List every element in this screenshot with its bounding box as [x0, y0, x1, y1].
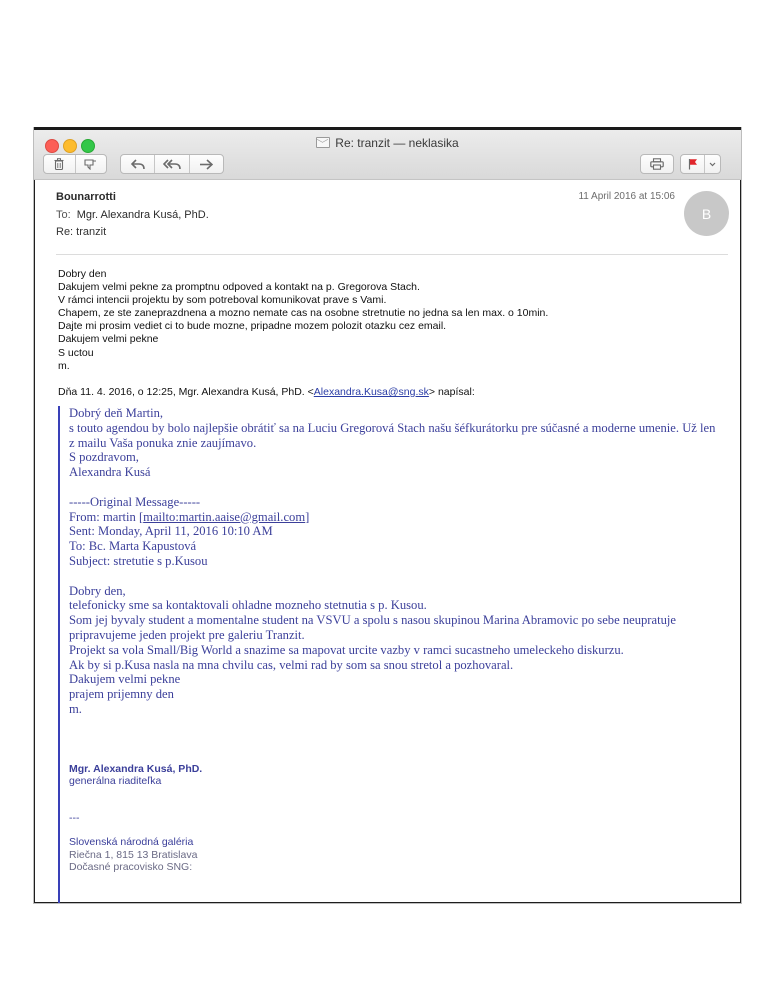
reply-all-icon [163, 159, 181, 170]
reply-group [120, 154, 224, 174]
delete-junk-group [43, 154, 107, 174]
print-group [640, 154, 674, 174]
recipient-line [56, 209, 209, 221]
window-title [34, 136, 741, 150]
original-line: prajem prijemny den [69, 687, 174, 702]
original-from-link[interactable]: mailto:martin.aaise@gmail.com [143, 509, 306, 524]
junk-button[interactable] [76, 155, 107, 173]
original-subject-line: Subject: stretutie s p.Kusou [69, 553, 208, 568]
original-line: telefonicky sme sa kontaktovali ohladne mozneho stetnutia s p. Kusou. [69, 598, 427, 613]
recipient-name[interactable]: Mgr. Alexandra Kusá, PhD. [76, 209, 209, 221]
body-line: V rámci intencii projektu by som potreboval komunikovat prave s Vami. [58, 294, 387, 307]
reply-button[interactable] [121, 155, 155, 173]
trash-icon [54, 158, 64, 170]
quote-line: S pozdravom, [69, 450, 139, 465]
body-line: S uctou [58, 346, 94, 359]
flag-group [680, 154, 721, 174]
message-header [34, 180, 741, 262]
body-line: Chapem, ze ste zaneprazdnena a mozno nemate cas na osobne stretnutie no jedna sa len max. o 10min. [58, 307, 549, 320]
signature-name: Mgr. Alexandra Kusá, PhD. [69, 762, 203, 775]
to-label: To: [56, 209, 71, 221]
avatar: B [684, 191, 729, 236]
original-line: Dobry den, [69, 583, 126, 598]
header-divider [56, 254, 728, 255]
quote-attribution [58, 386, 475, 398]
signature-dashes: --- [69, 811, 80, 824]
quote-attribution-suffix: > napísal: [428, 386, 475, 398]
message-date: 11 April 2016 at 15:06 [578, 191, 675, 202]
quote-line: s touto agendou by bolo najlepšie obrátiť sa na Luciu Gregorová Stach našu šéfkurátorku pre súčasné a moderne umenie. Už len z mailu Vaša ponuka znie zaujímavo. [69, 420, 716, 450]
sender-name: Bounarrotti [56, 191, 116, 203]
print-button[interactable] [641, 155, 673, 173]
envelope-icon [316, 137, 330, 148]
trash-button[interactable] [44, 155, 76, 173]
quote-line: Dobrý deň Martin, [69, 406, 164, 420]
original-sent-line: Sent: Monday, April 11, 2016 10:10 AM [69, 524, 273, 539]
flag-icon [688, 158, 698, 170]
body-line: Dakujem velmi pekne za promptnu odpoved a kontakt na p. Gregorova Stach. [58, 281, 420, 294]
original-line: Projekt sa vola Small/Big World a snazime sa mapovat urcite vazby v ramci sucastneho umeleckeho diskurzu. [69, 642, 624, 657]
signature-address: Dočasné pracovisko SNG: [69, 861, 193, 874]
flag-button[interactable] [681, 155, 705, 173]
title-bar [34, 127, 741, 180]
original-from-suffix: ] [305, 509, 310, 524]
body-line: Dajte mi prosim vediet ci to bude mozne, pripadne mozem polozit otazku cez email. [58, 320, 447, 333]
original-from-line [69, 510, 718, 525]
original-line: Som jej byvaly student a momentalne student na VSVU a spolu s nasou skupinou Marina Abramovic po sebe neupratuje pripravujeme jeden projekt pre galeriu Tranzit. [69, 613, 676, 642]
original-line: Dakujem velmi pekne [69, 672, 181, 687]
signature-address: Riečna 1, 815 13 Bratislava [69, 848, 198, 861]
print-icon [650, 158, 664, 170]
original-line: Ak by si p.Kusa nasla na mna chvilu cas, velmi rad by som sa snou stretol a pozhovaral. [69, 657, 514, 672]
flag-menu-button[interactable] [705, 155, 720, 173]
forward-icon [199, 159, 213, 170]
quoted-message [58, 406, 718, 904]
signature-title: generálna riaditeľka [69, 775, 162, 788]
mail-window [33, 127, 742, 904]
original-to-line: To: Bc. Marta Kapustová [69, 539, 197, 554]
junk-icon [84, 158, 97, 170]
original-from-prefix: From: martin [ [69, 509, 144, 524]
reply-icon [131, 159, 145, 170]
forward-button[interactable] [190, 155, 223, 173]
subject-line: Re: tranzit [56, 226, 107, 238]
body-line: m. [58, 359, 70, 372]
message-body [58, 268, 728, 373]
body-line: Dakujem velmi pekne [58, 333, 159, 346]
signature-block [69, 763, 718, 874]
quote-line: Alexandra Kusá [69, 465, 151, 480]
signature-org: Slovenská národná galéria [69, 836, 194, 849]
chevron-down-icon [709, 162, 716, 167]
quoted-email-link[interactable]: Alexandra.Kusa@sng.sk [313, 386, 429, 398]
window-title-text: Re: tranzit — neklasika [335, 136, 459, 150]
original-message-header: -----Original Message----- [69, 494, 201, 509]
quote-attribution-prefix: Dňa 11. 4. 2016, o 12:25, Mgr. Alexandra Kusá, PhD. < [58, 386, 314, 398]
reply-all-button[interactable] [155, 155, 189, 173]
body-line: Dobry den [58, 268, 107, 280]
original-line: m. [69, 701, 82, 716]
